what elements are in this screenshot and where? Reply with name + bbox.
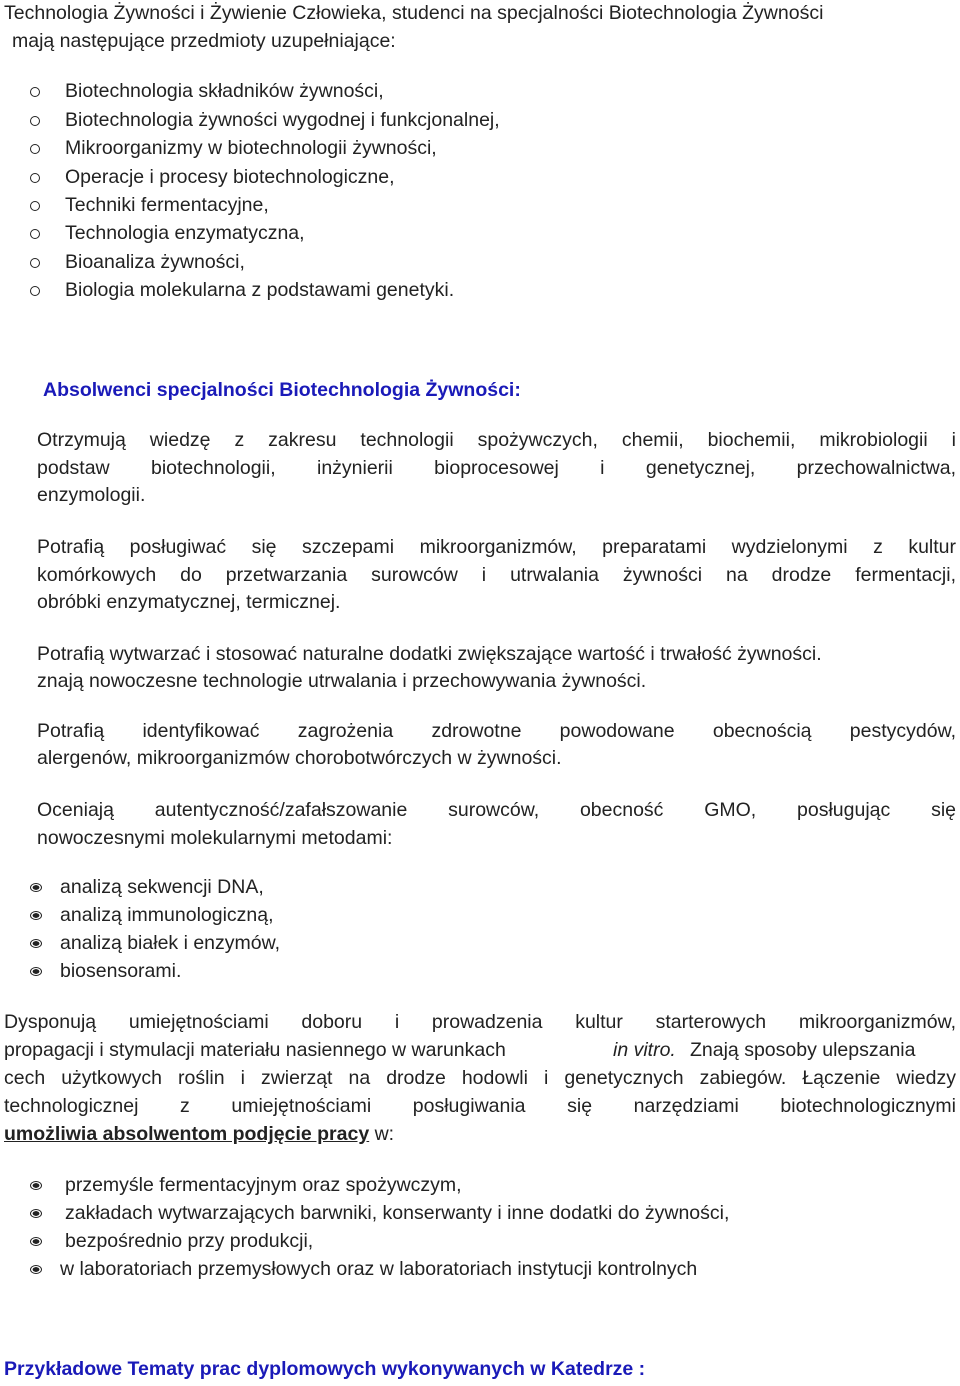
paragraph-line-part: propagacji i stymulacji materiału nasiennego w warunkach — [4, 1039, 506, 1061]
list-item: Operacje i procesy biotechnologiczne, — [65, 166, 395, 188]
paragraph-line: cech użytkowych roślin i zwierząt na drodze hodowli i genetycznych zabiegów. Łączenie wiedzy — [4, 1067, 956, 1089]
list-bullet-icon — [30, 286, 40, 296]
paragraph-line-part: Znają sposoby ulepszania — [690, 1039, 916, 1061]
list-item: analizą sekwencji DNA, — [60, 876, 264, 898]
paragraph-line: Dysponują umiejętnościami doboru i prowadzenia kultur starterowych mikroorganizmów, — [4, 1011, 956, 1033]
list-bullet-icon — [30, 967, 42, 976]
list-item: w laboratoriach przemysłowych oraz w laboratoriach instytucji kontrolnych — [60, 1258, 698, 1280]
list-bullet-icon — [30, 911, 42, 920]
list-item: analizą białek i enzymów, — [60, 932, 281, 954]
paragraph-line: Potrafią wytwarzać i stosować naturalne dodatki zwiększające wartość i trwałość żywności. — [37, 643, 822, 665]
in-vitro-text: in vitro. — [613, 1039, 676, 1061]
list-item: Bioanaliza żywności, — [65, 251, 245, 273]
list-item: przemyśle fermentacyjnym oraz spożywczym, — [65, 1174, 462, 1196]
list-bullet-icon — [30, 173, 40, 183]
paragraph-line: obróbki enzymatycznej, termicznej. — [37, 591, 341, 613]
list-bullet-icon — [30, 229, 40, 239]
paragraph-line: nowoczesnymi molekularnymi metodami: — [37, 827, 393, 849]
list-bullet-icon — [30, 1237, 42, 1246]
list-bullet-icon — [30, 116, 40, 126]
list-bullet-icon — [30, 144, 40, 154]
paragraph-line: Potrafią posługiwać się szczepami mikroorganizmów, preparatami wydzielonymi z kultur — [37, 536, 956, 558]
list-item: Biotechnologia żywności wygodnej i funkcjonalnej, — [65, 109, 500, 131]
list-item: biosensorami. — [60, 960, 182, 982]
list-item: Biotechnologia składników żywności, — [65, 80, 384, 102]
paragraph-line-part: w: — [369, 1123, 395, 1145]
paragraph-line: znają nowoczesne technologie utrwalania i przechowywania żywności. — [37, 670, 647, 692]
paragraph-line: technologicznej z umiejętnościami posługiwania się narzędziami biotechnologicznymi — [4, 1095, 956, 1117]
list-bullet-icon — [30, 201, 40, 211]
graduates-heading: Absolwenci specjalności Biotechnologia Żywności: — [43, 379, 521, 401]
paragraph-line: Otrzymują wiedzę z zakresu technologii spożywczych, chemii, biochemii, mikrobiologii i — [37, 429, 956, 451]
paragraph-line: alergenów, mikroorganizmów chorobotwórczych w żywności. — [37, 747, 562, 769]
list-item: Techniki fermentacyjne, — [65, 194, 269, 216]
paragraph-line: podstaw biotechnologii, inżynierii bioprocesowej i genetycznej, przechowalnictwa, — [37, 457, 956, 479]
list-bullet-icon — [30, 87, 40, 97]
list-bullet-icon — [30, 1181, 42, 1190]
list-item: Technologia enzymatyczna, — [65, 222, 305, 244]
list-bullet-icon — [30, 1265, 42, 1274]
intro-line-1: Technologia Żywności i Żywienie Człowieka, studenci na specjalności Biotechnologia Żywności — [4, 2, 824, 24]
theses-heading: Przykładowe Tematy prac dyplomowych wykonywanych w Katedrze : — [4, 1358, 646, 1380]
paragraph-line — [4, 1121, 394, 1148]
list-bullet-icon — [30, 258, 40, 268]
list-item: zakładach wytwarzających barwniki, konserwanty i inne dodatki do żywności, — [65, 1202, 730, 1224]
paragraph-line: Potrafią identyfikować zagrożenia zdrowotne powodowane obecnością pestycydów, — [37, 720, 956, 742]
list-bullet-icon — [30, 939, 42, 948]
list-bullet-icon — [30, 883, 42, 892]
list-item: bezpośrednio przy produkcji, — [65, 1230, 314, 1252]
paragraph-line: Oceniają autentyczność/zafałszowanie surowców, obecność GMO, posługując się — [37, 799, 956, 821]
employment-emphasis: umożliwia absolwentom podjęcie pracy — [4, 1123, 370, 1145]
list-item: Biologia molekularna z podstawami genetyki. — [65, 279, 455, 301]
paragraph-line: enzymologii. — [37, 484, 146, 506]
list-bullet-icon — [30, 1209, 42, 1218]
paragraph-line: komórkowych do przetwarzania surowców i utrwalania żywności na drodze fermentacji, — [37, 564, 956, 586]
list-item: Mikroorganizmy w biotechnologii żywności, — [65, 137, 437, 159]
list-item: analizą immunologiczną, — [60, 904, 274, 926]
intro-line-2: mają następujące przedmioty uzupełniające: — [12, 30, 396, 52]
